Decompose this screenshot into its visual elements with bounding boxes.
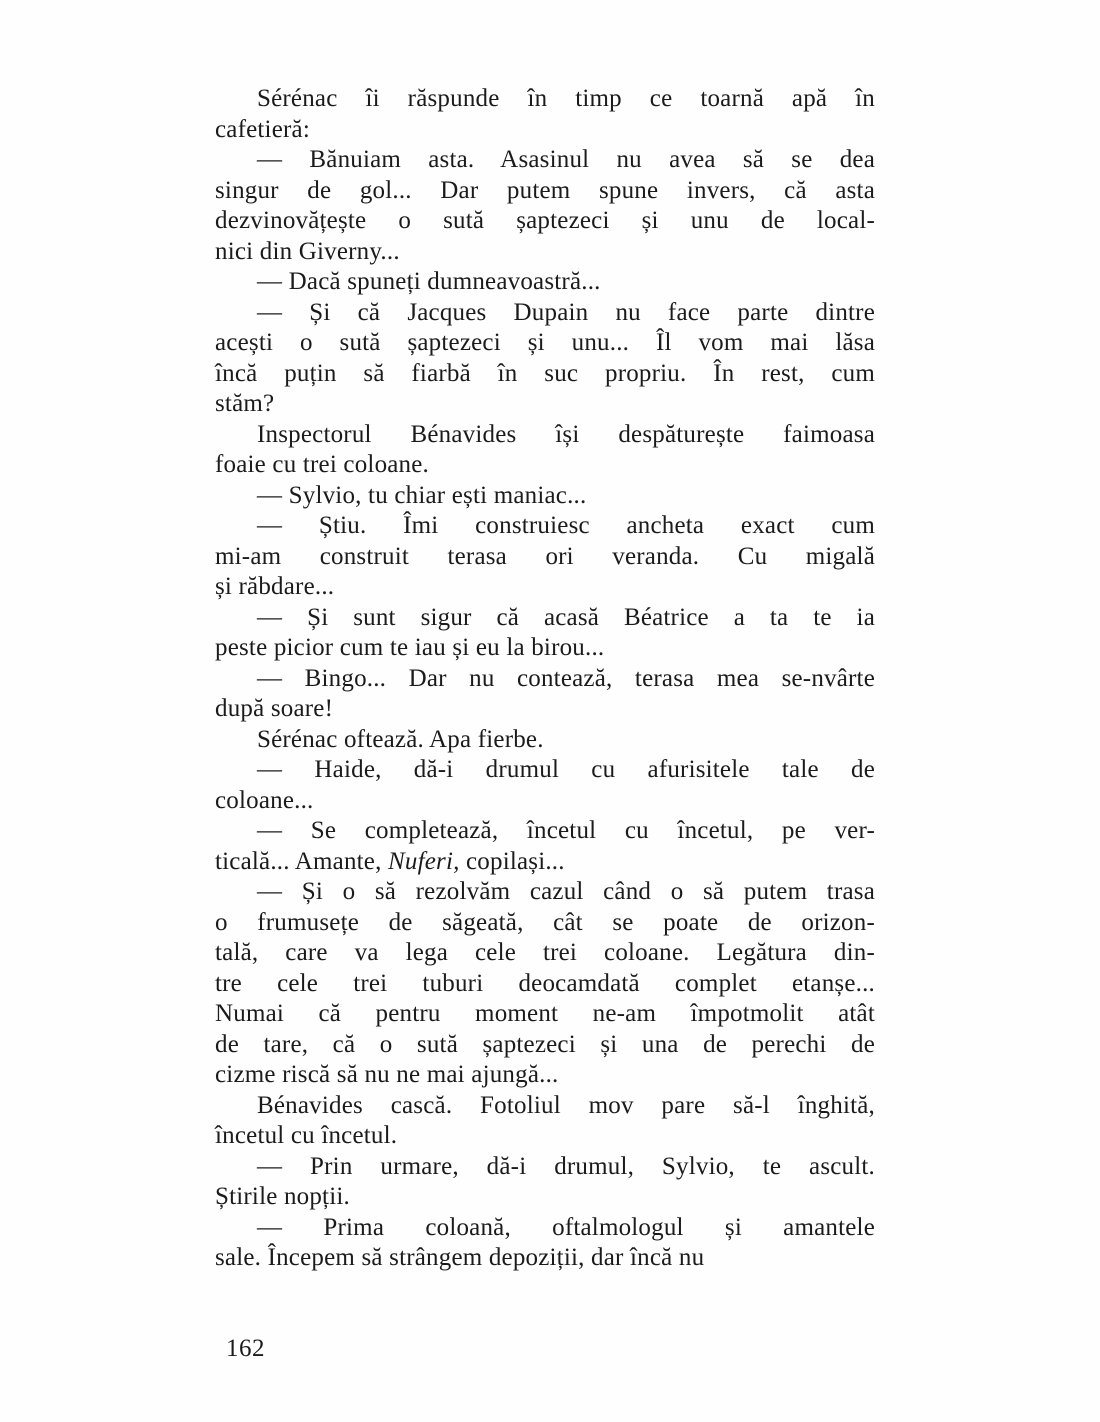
text-line: peste picior cum te iau și eu la birou... xyxy=(215,634,605,661)
paragraph xyxy=(215,420,875,481)
text-line: nici din Giverny... xyxy=(215,237,400,265)
paragraph xyxy=(215,298,875,420)
page-text xyxy=(215,84,875,1274)
text-line: tală, care va lega cele trei coloane. Legătura din- xyxy=(215,939,875,966)
text-line: Numai că pentru moment ne-am împotmolit atât xyxy=(215,1000,875,1027)
text-line: — Și sunt sigur că acasă Béatrice a ta te ia xyxy=(257,603,875,631)
text-line: — Bănuiam asta. Asasinul nu avea să se dea xyxy=(257,146,875,173)
text-line: — Dacă spuneți dumneavoastră... xyxy=(257,268,601,295)
text-line: tre cele trei tuburi deocamdată complet etanșe... xyxy=(215,969,875,997)
paragraph xyxy=(215,725,875,756)
text-line: încă puțin să fiarbă în suc propriu. În rest, cum xyxy=(215,359,875,387)
text-line: — Și o să rezolvăm cazul când o să putem trasa xyxy=(257,878,875,905)
text-line: mi-am construit terasa ori veranda. Cu migală xyxy=(215,542,875,570)
text-line: — Se completează, încetul cu încetul, pe ver- xyxy=(257,817,875,844)
text-line: singur de gol... Dar putem spune invers, că asta xyxy=(215,176,875,204)
text-line: — Prin urmare, dă-i drumul, Sylvio, te ascult. xyxy=(257,1152,875,1180)
paragraph xyxy=(215,267,875,298)
paragraph xyxy=(215,1091,875,1152)
text-line: și răbdare... xyxy=(215,573,335,600)
text-line: acești o sută șaptezeci și unu... Îl vom mai lăsa xyxy=(215,329,875,356)
paragraph xyxy=(215,145,875,267)
text-line: — Și că Jacques Dupain nu face parte dintre xyxy=(257,298,875,326)
text-line: foaie cu trei coloane. xyxy=(215,451,430,478)
text-line: coloane... xyxy=(215,786,314,814)
text-line: Bénavides cască. Fotoliul mov pare să-l înghită, xyxy=(257,1091,875,1119)
paragraph xyxy=(215,664,875,725)
paragraph xyxy=(215,84,875,145)
text-line: de tare, că o sută șaptezeci și una de perechi de xyxy=(215,1030,875,1058)
text-line: cizme riscă să nu ne mai ajungă... xyxy=(215,1061,559,1088)
paragraph xyxy=(215,603,875,664)
text-line: cafetieră: xyxy=(215,115,310,143)
paragraph xyxy=(215,816,875,877)
text-line: — Prima coloană, oftalmologul și amantele xyxy=(257,1213,875,1241)
paragraph xyxy=(215,511,875,603)
text-line: sale. Începem să strângem depoziții, dar încă nu xyxy=(215,1244,705,1271)
paragraph xyxy=(215,877,875,1091)
text-line: — Haide, dă-i drumul cu afurisitele tale de xyxy=(257,756,875,783)
text-line: — Bingo... Dar nu contează, terasa mea se-nvârte xyxy=(257,664,875,692)
text-line: — Sylvio, tu chiar ești maniac... xyxy=(257,481,587,509)
paragraph xyxy=(215,755,875,816)
text-line: ticală... Amante, Nuferi, copilași... xyxy=(215,847,565,875)
text-line: Sérénac oftează. Apa fierbe. xyxy=(257,725,544,753)
text-line: Știrile nopții. xyxy=(215,1183,350,1210)
text-line: după soare! xyxy=(215,695,334,722)
paragraph xyxy=(215,481,875,512)
text-line: stăm? xyxy=(215,390,275,417)
text-line: încetul cu încetul. xyxy=(215,1122,398,1149)
page-number: 162 xyxy=(226,1335,265,1362)
paragraph xyxy=(215,1213,875,1274)
paragraph xyxy=(215,1152,875,1213)
text-line: Inspectorul Bénavides își despăturește faimoasa xyxy=(257,420,875,448)
text-line: Sérénac îi răspunde în timp ce toarnă apă în xyxy=(257,85,875,112)
text-line: o frumusețe de săgeată, cât se poate de orizon- xyxy=(215,908,875,936)
text-line: dezvinovățește o sută șaptezeci și unu de local- xyxy=(215,207,875,234)
text-line: — Știu. Îmi construiesc ancheta exact cum xyxy=(257,512,875,539)
